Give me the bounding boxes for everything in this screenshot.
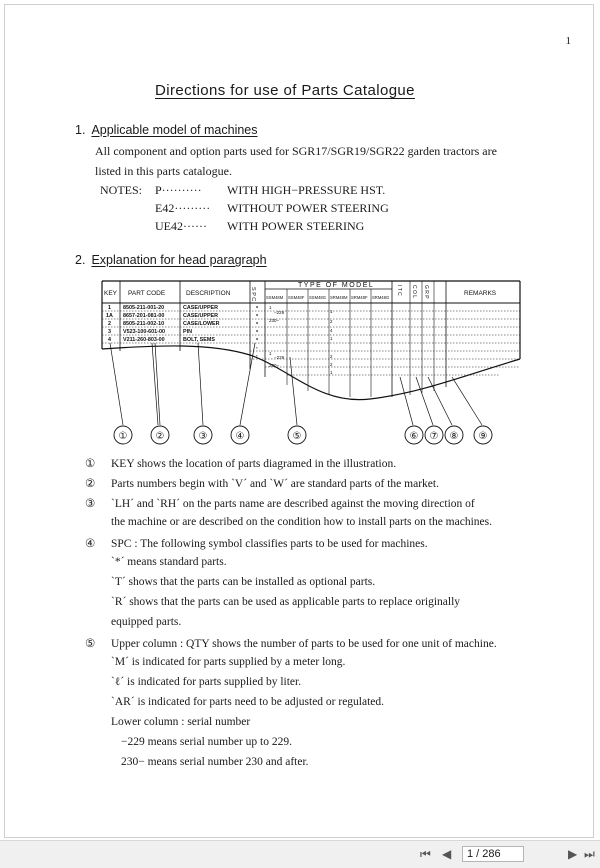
item-text: ˋTˊ shows that the parts can be installed as optional parts. [111, 576, 376, 588]
first-page-icon[interactable]: ⏮ [420, 847, 431, 861]
item-text: ˋLHˊ and ˋRHˊ on the parts name are described against the moving direction of [111, 498, 475, 510]
item-text: the machine or are described on the condition how to install parts on the machines. [111, 516, 492, 528]
page-title: Directions for use of Parts Catalogue [155, 82, 415, 99]
item-marker: ⑤ [85, 638, 96, 650]
row-key: 1A [106, 313, 113, 319]
svg-text:230−: 230− [269, 363, 280, 368]
col-header-itc: I T C [396, 285, 402, 296]
col-header-spc: S P C [250, 287, 256, 302]
row-key: 2 [108, 321, 111, 327]
item-marker: ④ [85, 538, 96, 550]
callout-3: ③ [198, 431, 208, 442]
callout-8: ⑧ [449, 431, 459, 442]
item-marker: ③ [85, 498, 96, 510]
note-value: WITHOUT POWER STEERING [227, 201, 389, 215]
model-header: SRM48M [330, 295, 348, 300]
svg-text:1: 1 [269, 305, 272, 310]
row-spc: * [256, 306, 259, 312]
callout-5: ⑤ [292, 431, 302, 442]
row-key: 3 [108, 329, 111, 335]
model-header: SRM48G [372, 295, 390, 300]
model-header: SSM48F [288, 295, 305, 300]
callout-2: ② [155, 431, 165, 442]
section-title: Applicable model of machines [91, 123, 258, 137]
col-header-col: C O L [411, 285, 417, 299]
col-header-key: KEY [104, 290, 118, 297]
row-part-code: 8505-211-002-10 [123, 321, 165, 327]
svg-text:230−: 230− [269, 318, 280, 323]
item-text: −229 means serial number up to 229. [121, 736, 292, 748]
svg-text:2: 2 [330, 362, 333, 367]
notes-label: NOTES: [100, 183, 142, 197]
svg-text:*: * [256, 354, 258, 359]
row-part-code: V523-100-601-00 [123, 329, 165, 335]
row-part-code: V211-260-803-00 [123, 337, 165, 343]
item-text: ˋARˊ is indicated for parts need to be adjusted or regulated. [111, 696, 385, 708]
item-text: 230− means serial number 230 and after. [121, 756, 309, 768]
svg-text:1: 1 [330, 309, 333, 314]
callout-9: ⑨ [478, 431, 488, 442]
svg-text:−229: −229 [274, 310, 285, 315]
col-header-description: DESCRIPTION [186, 290, 231, 297]
page-input[interactable]: 1 / 286 [462, 846, 524, 862]
col-header-part-code: PART CODE [128, 290, 166, 297]
row-description: PIN [183, 329, 192, 335]
last-page-icon[interactable]: ⏭ [584, 847, 595, 861]
svg-text:4: 4 [330, 328, 333, 333]
row-spc: * [256, 338, 259, 344]
callout-6: ⑥ [409, 431, 419, 442]
row-spc: * [256, 330, 259, 336]
next-page-icon[interactable]: ▶ [568, 847, 578, 861]
item-text: Upper column : QTY shows the number of parts to be used for one unit of machine. [111, 638, 497, 650]
explanation-item [85, 496, 475, 510]
svg-text:1: 1 [330, 336, 333, 341]
document-page [4, 4, 594, 838]
svg-text:1: 1 [269, 351, 272, 356]
section-title: Explanation for head paragraph [91, 253, 267, 267]
row-description: CASE/LOWER [183, 321, 220, 327]
col-header-grp: G R P [423, 285, 429, 299]
svg-text:2: 2 [330, 354, 333, 359]
row-spc: * [256, 314, 259, 320]
col-header-type-of-model: TYPE OF MODEL [298, 282, 375, 289]
body-line: listed in this parts catalogue. [95, 164, 232, 178]
row-part-code: 8505-211-001-20 [123, 305, 165, 311]
note-key: UE42······ [155, 219, 207, 233]
row-spc: * [256, 322, 259, 328]
item-text: Parts numbers begin with ˋVˊ and ˋWˊ are standard parts of the market. [111, 478, 439, 490]
item-marker: ① [85, 458, 96, 470]
svg-text:−229: −229 [274, 355, 285, 360]
item-text: SPC : The following symbol classifies parts to be used for machines. [111, 538, 428, 550]
item-text: equipped parts. [111, 616, 182, 628]
row-key: 1 [108, 305, 111, 311]
explanation-item [85, 536, 428, 550]
callout-1: ① [118, 431, 128, 442]
row-description: BOLT, SEMS [183, 337, 215, 343]
item-text: KEY shows the location of parts diagramed in the illustration. [111, 458, 397, 470]
model-header: SSM48M [266, 295, 284, 300]
note-value: WITH POWER STEERING [227, 219, 365, 233]
col-header-remarks: REMARKS [464, 290, 497, 297]
svg-text:1: 1 [330, 370, 333, 375]
item-text: ˋℓˊ is indicated for parts supplied by liter. [111, 676, 302, 688]
explanation-item [85, 636, 497, 650]
item-text: ˋ*ˊ means standard parts. [111, 556, 227, 568]
row-part-code: 8657-201-081-00 [123, 313, 165, 319]
svg-text:*: * [256, 346, 258, 351]
page-number: 1 [565, 35, 571, 47]
row-key: 4 [108, 337, 111, 343]
head-paragraph-diagram [100, 277, 525, 452]
explanation-item [85, 476, 439, 490]
callout-4: ④ [235, 431, 245, 442]
svg-text:2: 2 [330, 319, 333, 324]
section-number: 1. [75, 123, 86, 137]
item-text: ˋMˊ is indicated for parts supplied by a meter long. [111, 656, 346, 668]
body-line: All component and option parts used for SGR17/SGR19/SGR22 garden tractors are [95, 144, 497, 158]
section-2-heading [75, 253, 267, 267]
item-marker: ② [85, 478, 96, 490]
section-1-body [95, 141, 535, 181]
section-number: 2. [75, 253, 86, 267]
model-header: SRM48F [351, 295, 368, 300]
callout-7: ⑦ [429, 431, 439, 442]
row-description: CASE/UPPER [183, 313, 219, 319]
prev-page-icon[interactable]: ◀ [442, 847, 452, 861]
model-header: SSM48G [309, 295, 326, 300]
item-text: ˋRˊ shows that the parts can be used as applicable parts to replace originally [111, 596, 461, 608]
viewer-toolbar [0, 840, 600, 868]
explanation-item [85, 456, 396, 470]
note-key: P·········· [155, 183, 202, 197]
note-key: E42········· [155, 201, 211, 215]
note-value: WITH HIGH−PRESSURE HST. [227, 183, 386, 197]
item-text: Lower column : serial number [111, 716, 251, 728]
row-description: CASE/UPPER [183, 305, 219, 311]
section-1-heading [75, 123, 258, 137]
